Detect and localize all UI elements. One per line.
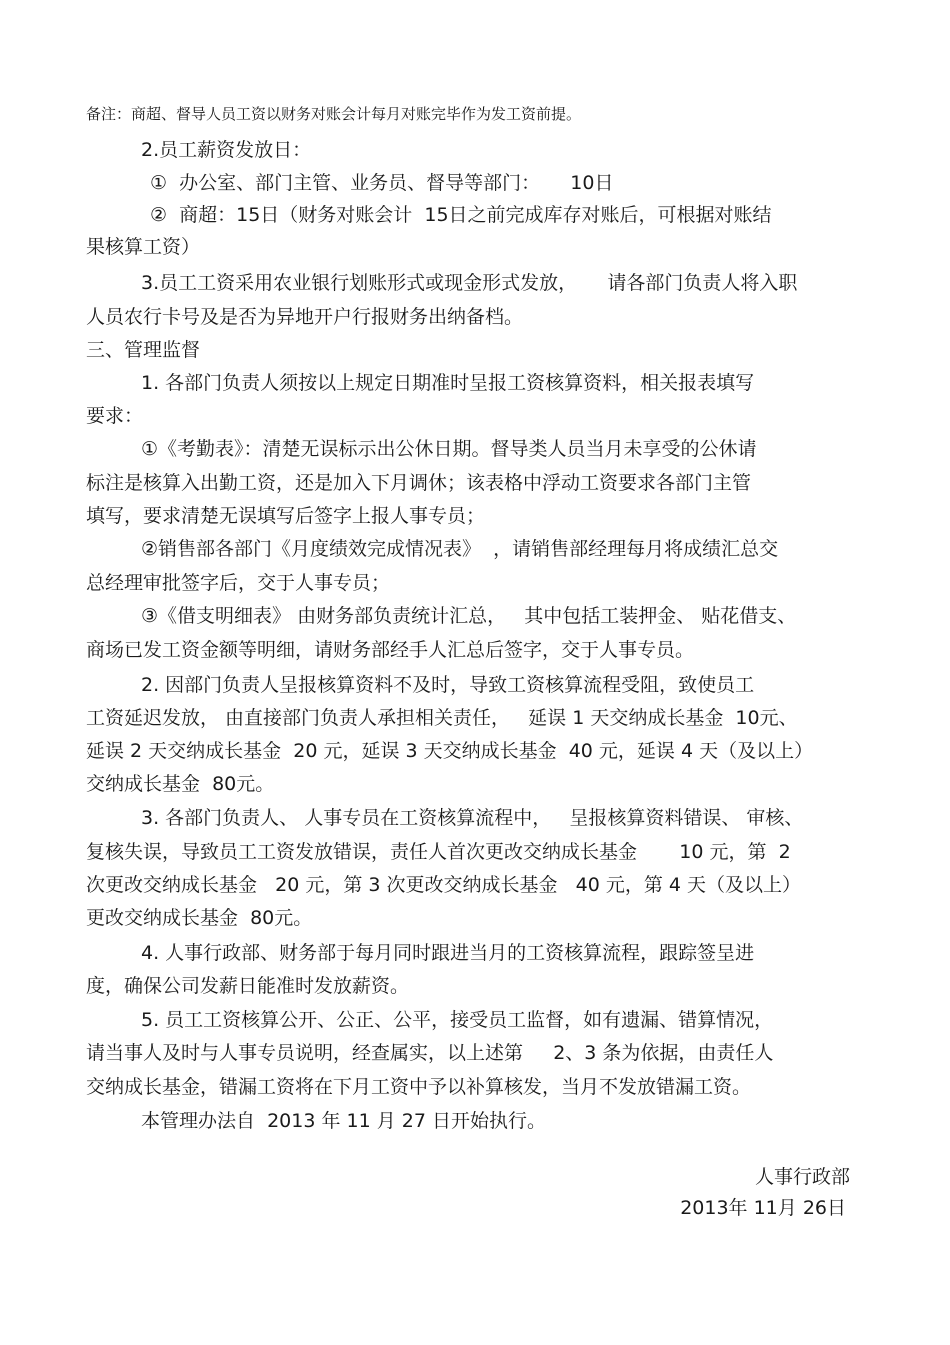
attendance-req-line2: 标注是核算入出勤工资，还是加入下月调休；该表格中浮动工资要求各部门主管 [86,472,752,494]
loan-req-line1: ③《借支明细表》 由财务部负责统计汇总， 其中包括工装押金、 贴花借支、 [141,605,797,627]
paragraph-3-line3: 次更改交纳成长基金 20 元，第 3 次更改交纳成长基金 40 元，第 4 天（及以上） [86,874,802,896]
signature-date: 2013年 11月 26日 [680,1197,846,1219]
paragraph-2-line2: 工资延迟发放， 由直接部门负责人承担相关责任， 延误 1 天交纳成长基金 10元、 [86,707,798,729]
paragraph-1-line1: 1. 各部门负责人须按以上规定日期准时呈报工资核算资料，相关报表填写 [141,372,755,394]
paragraph-1-line2: 要求： [86,405,144,427]
performance-req-line2: 总经理审批签字后，交于人事专员； [86,572,391,594]
payday-item-supermarket-line2: 果核算工资） [86,236,201,258]
payday-heading: 2.员工薪资发放日： [141,139,312,161]
payday-item-supermarket-line1: ② 商超：15日（财务对账会计 15日之前完成库存对账后，可根据对账结 [150,204,772,226]
performance-req-line1: ②销售部各部门《月度绩效完成情况表》 ，请销售部经理每月将成绩汇总交 [141,538,779,560]
paragraph-2-line4: 交纳成长基金 80元。 [86,773,275,795]
signature-department: 人事行政部 [754,1166,850,1188]
note-text: 备注：商超、督导人员工资以财务对账会计每月对账完毕作为发工资前提。 [86,105,582,123]
paragraph-5-line3: 交纳成长基金，错漏工资将在下月工资中予以补算核发，当月不发放错漏工资。 [86,1076,752,1098]
paragraph-3-line2: 复核失误，导致员工工资发放错误，责任人首次更改交纳成长基金 10 元，第 2 [86,841,791,863]
paragraph-3-line4: 更改交纳成长基金 80元。 [86,907,313,929]
payday-item-office: ① 办公室、部门主管、业务员、督导等部门： 10日 [150,172,614,194]
paragraph-5-line1: 5. 员工工资核算公开、公正、公平，接受员工监督，如有遗漏、错算情况， [141,1009,774,1031]
paragraph-4-line2: 度，确保公司发薪日能准时发放薪资。 [86,975,410,997]
payment-method-line2: 人员农行卡号及是否为异地开户行报财务出纳备档。 [86,306,524,328]
loan-req-line2: 商场已发工资金额等明细，请财务部经手人汇总后签字，交于人事专员。 [86,639,695,661]
paragraph-2-line3: 延误 2 天交纳成长基金 20 元，延误 3 天交纳成长基金 40 元，延误 4 天（及以上） [86,740,814,762]
effective-date-statement: 本管理办法自 2013 年 11 月 27 日开始执行。 [141,1110,546,1132]
payment-method-line1: 3.员工工资采用农业银行划账形式或现金形式发放， 请各部门负责人将入职 [141,272,798,294]
attendance-req-line1: ①《考勤表》：清楚无误标示出公休日期。督导类人员当月未享受的公休请 [141,438,757,460]
paragraph-2-line1: 2. 因部门负责人呈报核算资料不及时，导致工资核算流程受阻，致使员工 [141,674,755,696]
paragraph-3-line1: 3. 各部门负责人、 人事专员在工资核算流程中， 呈报核算资料错误、 审核、 [141,807,804,829]
paragraph-5-line2: 请当事人及时与人事专员说明，经查属实，以上述第 2、3 条为依据，由责任人 [86,1042,774,1064]
section-title: 三、管理监督 [86,339,201,361]
paragraph-4-line1: 4. 人事行政部、财务部于每月同时跟进当月的工资核算流程，跟踪签呈进 [141,942,755,964]
attendance-req-line3: 填写，要求清楚无误填写后签字上报人事专员； [86,505,486,527]
